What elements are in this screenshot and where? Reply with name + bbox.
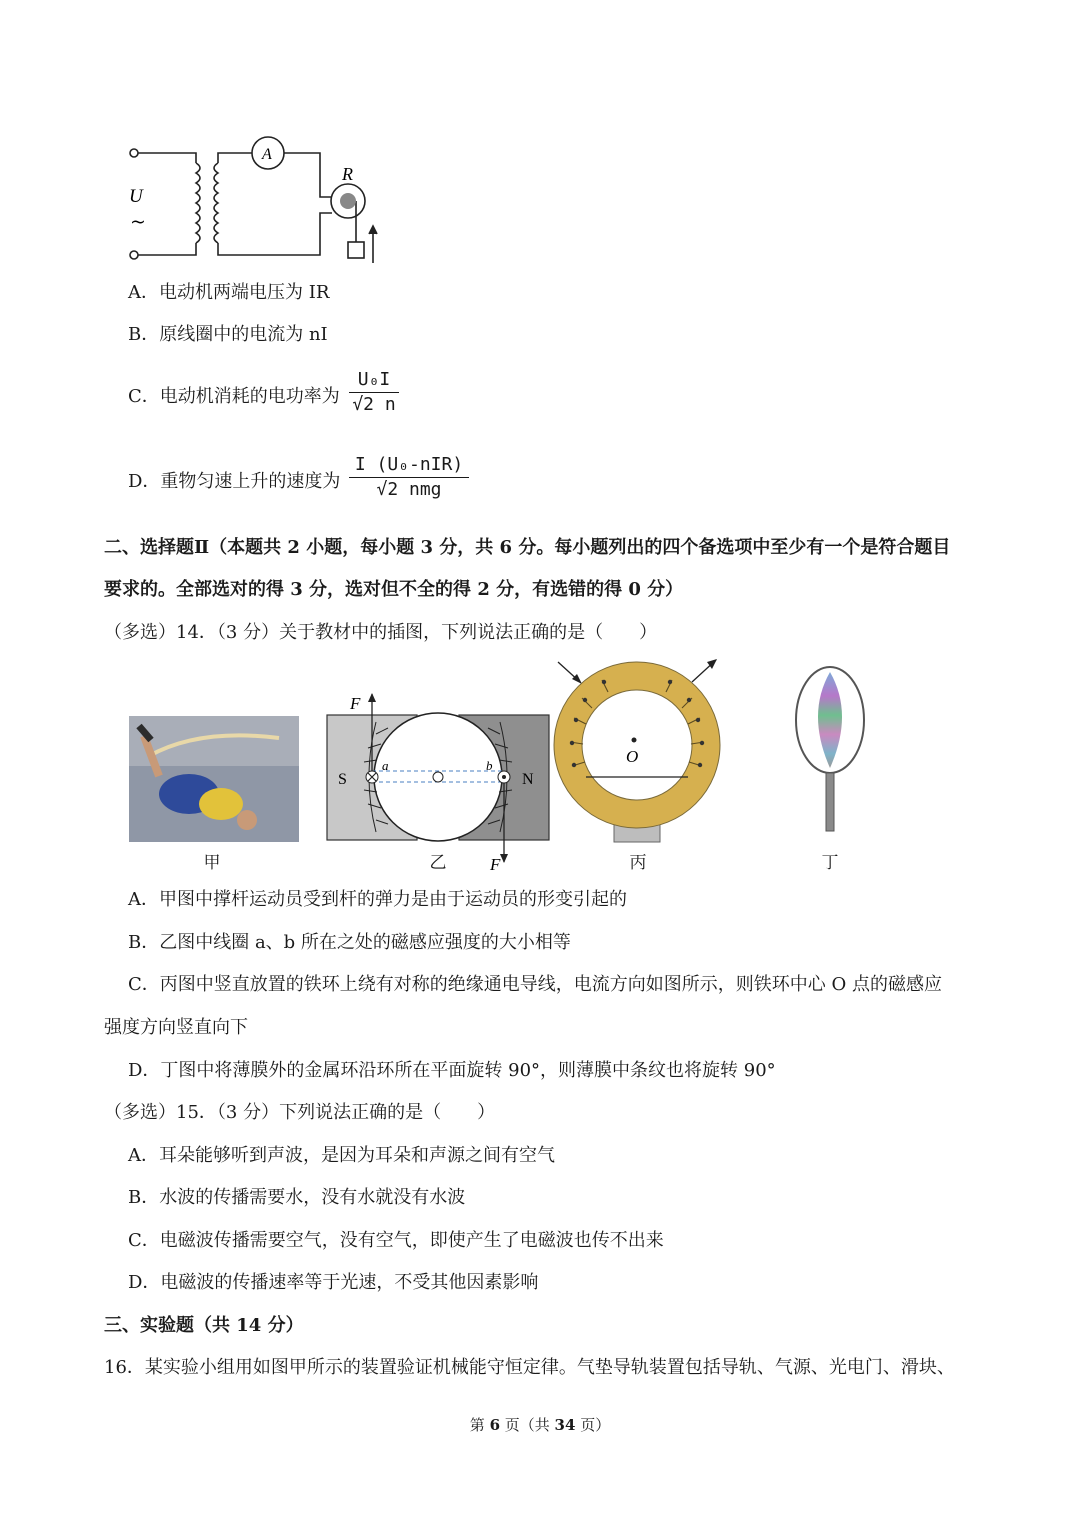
q13-d-fraction xyxy=(349,453,469,502)
figure-caption-bing: 丙 xyxy=(629,853,647,873)
figure-caption-ding: 丁 xyxy=(821,853,839,873)
force-label-bottom: F xyxy=(490,855,501,874)
voltage-label: U xyxy=(129,186,143,207)
q15-stem: （多选）15．（3 分）下列说法正确的是（ ） xyxy=(104,1102,496,1123)
iron-ring-figure xyxy=(552,658,722,846)
fraction-numerator: I (U₀-nIR) xyxy=(354,454,464,475)
page-footer xyxy=(0,1414,1080,1435)
section2-heading-line1: 二、选择题Ⅱ（本题共 2 小题，每小题 3 分，共 6 分。每小题列出的四个备选项中至少有一个是符合题目 xyxy=(104,537,951,558)
figure-caption-yi: 乙 xyxy=(429,853,447,873)
q14-option-c-line1: C．丙图中竖直放置的铁环上绕有对称的绝缘通电导线，电流方向如图所示，则铁环中心 O 点的磁感应 xyxy=(128,974,942,995)
point-b-label: b xyxy=(486,758,493,773)
pole-vault-photo xyxy=(129,716,299,842)
q13-c-fraction xyxy=(349,368,399,417)
q15-option-c: C．电磁波传播需要空气，没有空气，即使产生了电磁波也传不出来 xyxy=(128,1230,664,1251)
q13-option-a: A．电动机两端电压为 IR xyxy=(128,282,330,303)
center-o-label: O xyxy=(626,747,639,766)
section2-heading-line2: 要求的。全部选对的得 3 分，选对但不全的得 2 分，有选错的得 0 分） xyxy=(104,579,684,600)
q14-option-b: B．乙图中线圈 a、b 所在之处的磁感应强度的大小相等 xyxy=(128,932,571,953)
section3-heading: 三、实验题（共 14 分） xyxy=(104,1315,304,1336)
q13-option-b: B．原线圈中的电流为 nI xyxy=(128,324,328,345)
q13-option-d: D．重物匀速上升的速度为 xyxy=(128,471,341,492)
ac-symbol: ~ xyxy=(130,211,146,233)
fraction-denominator: √2 n xyxy=(352,394,396,415)
soap-film-figure xyxy=(792,664,868,834)
q14-stem: （多选）14．（3 分）关于教材中的插图，下列说法正确的是（ ） xyxy=(104,622,658,643)
fraction-numerator: U₀I xyxy=(357,369,391,390)
figure-caption-jia: 甲 xyxy=(203,853,221,873)
footer-suffix: 页） xyxy=(575,1416,611,1434)
footer-mid: 页（共 xyxy=(500,1416,555,1434)
q14-option-c-line2: 强度方向竖直向下 xyxy=(104,1017,248,1038)
point-a-label: a xyxy=(382,758,389,773)
q15-option-a: A．耳朵能够听到声波，是因为耳朵和声源之间有空气 xyxy=(128,1145,555,1166)
page-number: 6 xyxy=(489,1416,500,1434)
q14-option-a: A．甲图中撑杆运动员受到杆的弹力是由于运动员的形变引起的 xyxy=(128,889,627,910)
force-label-top: F xyxy=(350,694,361,713)
q14-option-d: D．丁图中将薄膜外的金属环沿环所在平面旋转 90°，则薄膜中条纹也将旋转 90° xyxy=(128,1060,776,1081)
footer-prefix: 第 xyxy=(469,1416,490,1434)
north-pole-label: N xyxy=(522,771,534,788)
q15-option-b: B．水波的传播需要水，没有水就没有水波 xyxy=(128,1187,466,1208)
q13-option-c: C．电动机消耗的电功率为 xyxy=(128,386,340,407)
south-pole-label: S xyxy=(338,771,347,788)
total-pages: 34 xyxy=(554,1416,576,1434)
motor-pulley-icon xyxy=(340,193,356,209)
fraction-denominator: √2 nmg xyxy=(376,479,442,500)
motor-label: R xyxy=(342,164,353,184)
q15-option-d: D．电磁波的传播速率等于光速，不受其他因素影响 xyxy=(128,1272,539,1293)
q16-stem: 16．某实验小组用如图甲所示的装置验证机械能守恒定律。气垫导轨装置包括导轨、气源、光电门、滑块、 xyxy=(104,1357,955,1378)
transformer-motor-circuit xyxy=(120,135,390,270)
ammeter-label: A xyxy=(262,146,272,163)
